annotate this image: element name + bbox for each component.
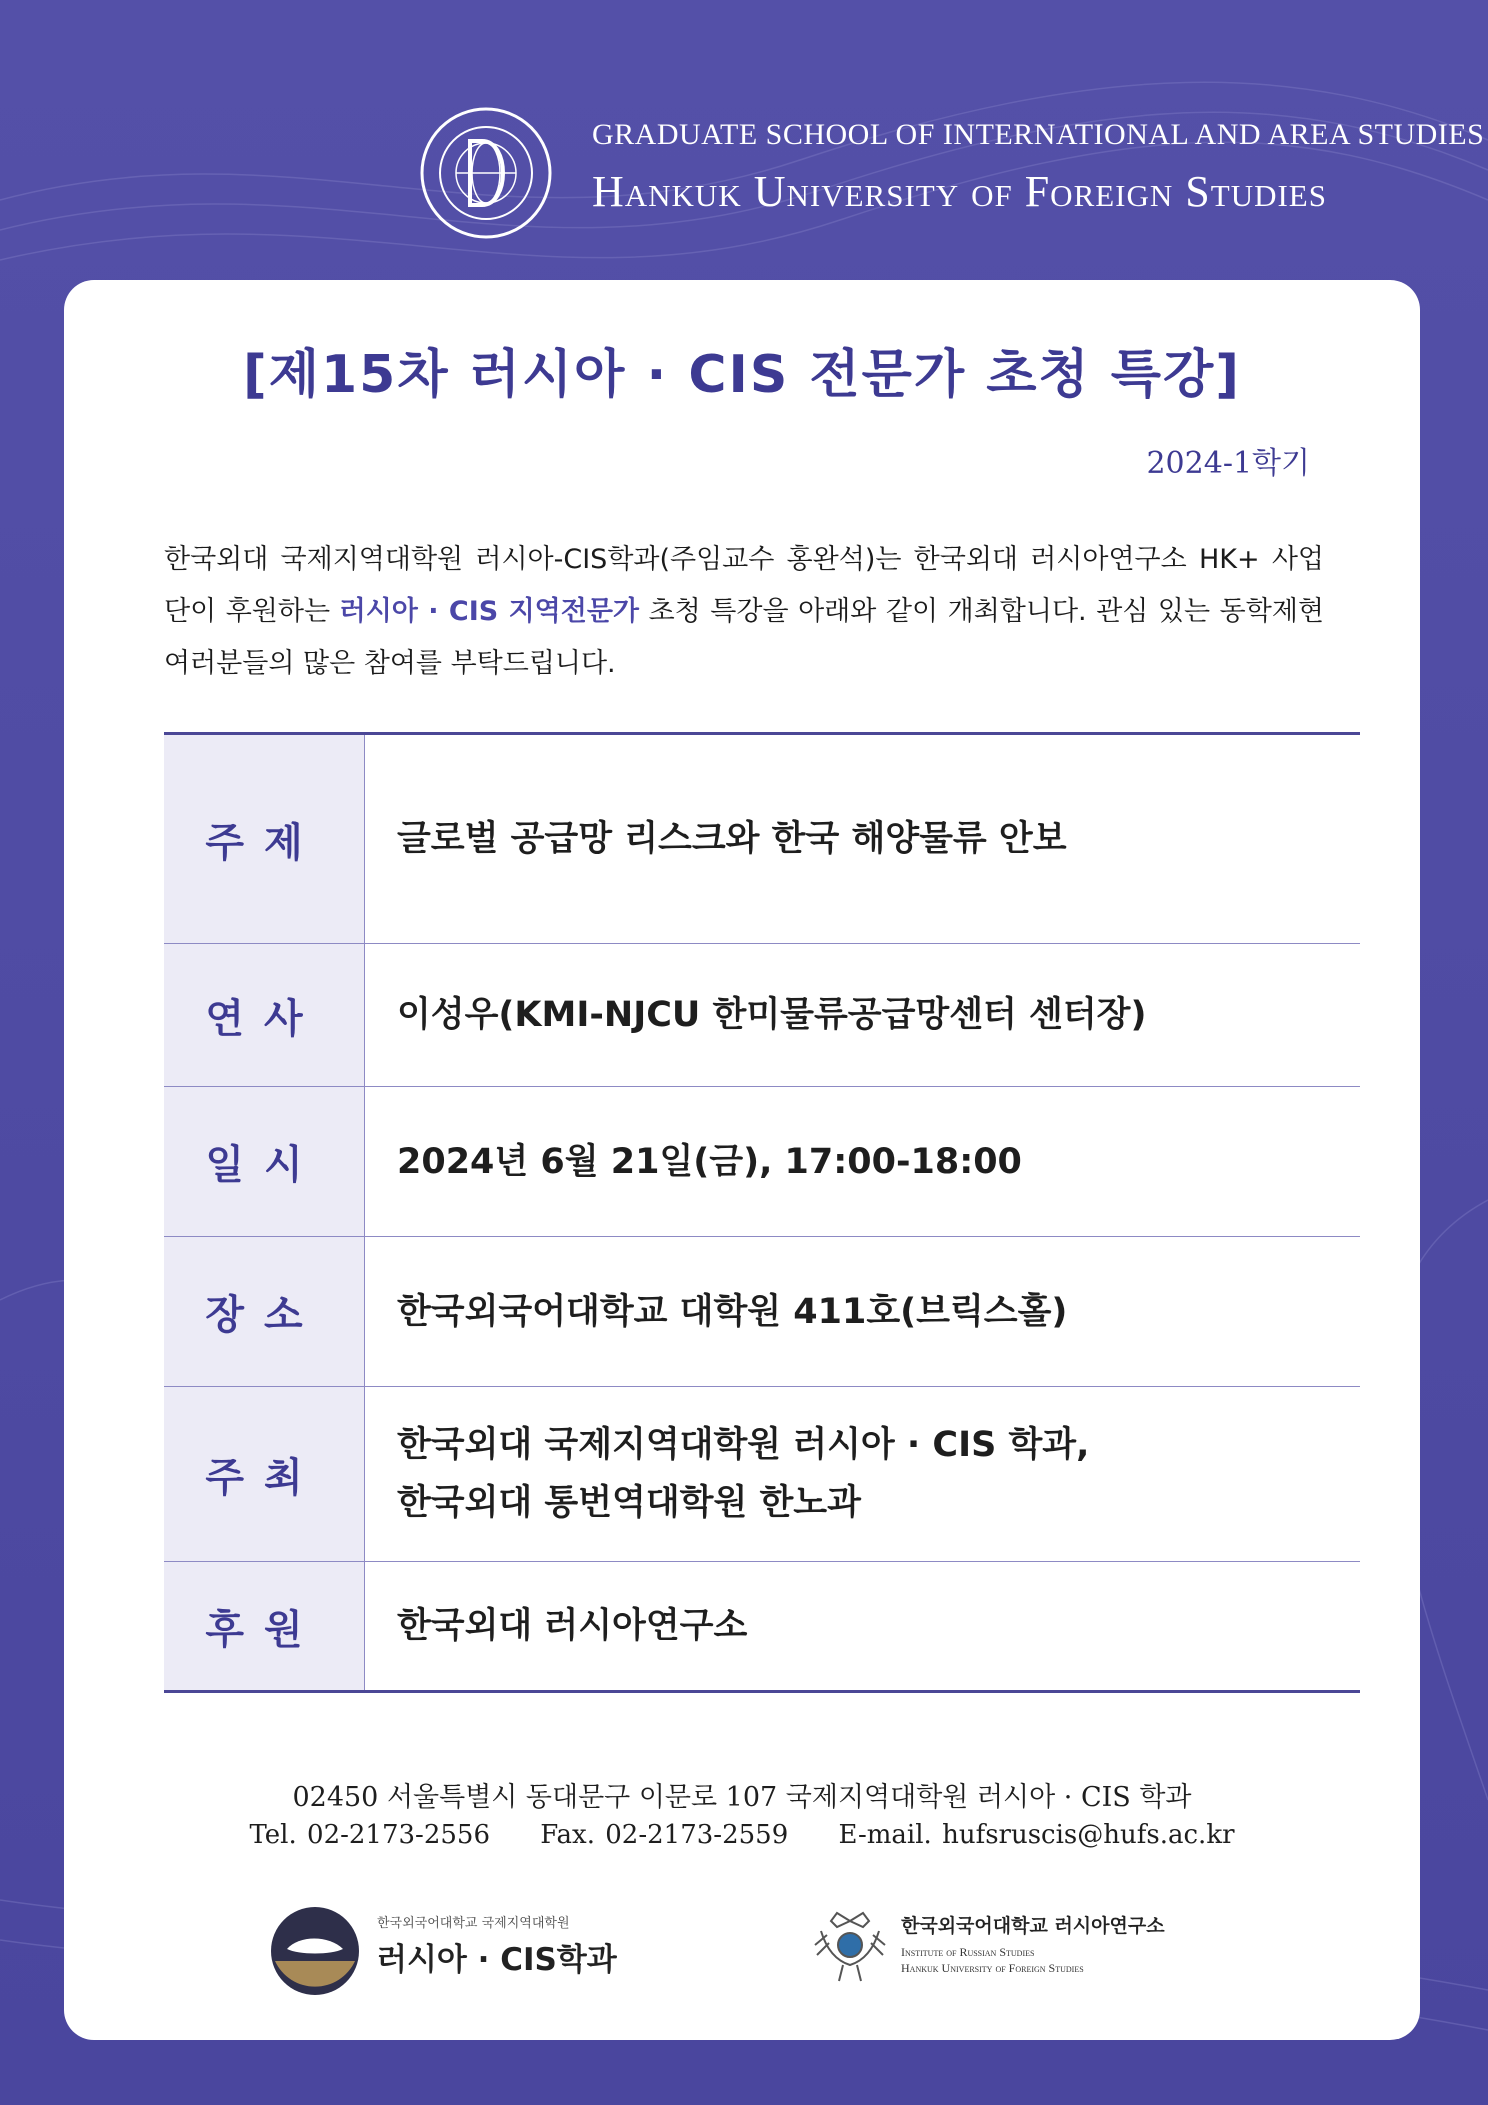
footer-address: 02450 서울특별시 동대문구 이문로 107 국제지역대학원 러시아 · CIS 학과 — [292, 1782, 1192, 1813]
contact-fax: Fax. 02-2173-2559 — [540, 1820, 789, 1850]
header — [0, 0, 1488, 275]
value-line: 이성우(KMI-NJCU 한미물류공급망센터 센터장) — [397, 995, 1147, 1035]
department-logo — [269, 1900, 649, 1990]
contact-tel: Tel. 02-2173-2556 — [249, 1820, 491, 1850]
announcement-card — [64, 280, 1420, 2040]
table-row-venue — [164, 1237, 1360, 1387]
value-line: 글로벌 공급망 리스크와 한국 해양물류 안보 — [397, 819, 1067, 859]
row-label: 장소 — [164, 1237, 365, 1386]
row-label: 주최 — [164, 1387, 365, 1561]
value-line: 2024년 6월 21일(금), 17:00-18:00 — [397, 1141, 1022, 1182]
institute-logo-english-2: Hankuk University of Foreign Studies — [901, 1961, 1084, 1975]
row-label: 후원 — [164, 1562, 365, 1690]
value-line: 한국외대 러시아연구소 — [397, 1606, 748, 1646]
page-title: [제15차 러시아 · CIS 전문가 초청 특강] — [242, 345, 1241, 405]
event-info-table — [164, 732, 1360, 1693]
university-name: Hankuk University of Foreign Studies — [592, 167, 1327, 216]
institute-logo-english-1: Institute of Russian Studies — [901, 1945, 1035, 1959]
intro-paragraph — [164, 534, 1324, 690]
row-label: 주제 — [164, 735, 365, 943]
table-row-host — [164, 1387, 1360, 1562]
row-value — [365, 944, 1360, 1086]
row-label: 일시 — [164, 1087, 365, 1236]
semester-label: 2024-1학기 — [1146, 446, 1310, 481]
department-logo-small-text: 한국외국어대학교 국제지역대학원 — [377, 1916, 570, 1931]
table-row-speaker — [164, 944, 1360, 1087]
contact-email[interactable]: E-mail. hufsruscis@hufs.ac.kr — [838, 1820, 1235, 1850]
row-label: 연사 — [164, 944, 365, 1086]
row-value — [365, 735, 1360, 943]
value-line: 한국외국어대학교 대학원 411호(브릭스홀) — [397, 1291, 1068, 1332]
value-line: 한국외대 통번역대학원 한노과 — [397, 1483, 861, 1523]
row-value — [365, 1387, 1360, 1561]
intro-highlight: 러시아 · CIS 지역전문가 — [339, 596, 639, 627]
double-headed-eagle-icon — [807, 1901, 893, 1987]
table-row-topic — [164, 735, 1360, 944]
graduate-school-name: GRADUATE SCHOOL OF INTERNATIONAL AND AREA STUDIES — [592, 118, 1485, 151]
university-seal-icon — [418, 105, 554, 241]
department-emblem-icon — [269, 1905, 361, 1997]
row-value — [365, 1562, 1360, 1690]
table-row-datetime — [164, 1087, 1360, 1237]
table-row-sponsor — [164, 1562, 1360, 1690]
department-logo-name: 러시아 · CIS학과 — [377, 1942, 617, 1978]
value-line: 한국외대 국제지역대학원 러시아 · CIS 학과, — [397, 1425, 1090, 1465]
institute-logo-korean: 한국외국어대학교 러시아연구소 — [901, 1915, 1165, 1937]
row-value — [365, 1237, 1360, 1386]
row-value — [365, 1087, 1360, 1236]
footer-contact — [64, 1820, 1420, 1850]
intro-text-1: 한국외대 국제지역대학원 러시아-CIS학과(주임교수 홍완석)는 한국외대 러시아연구소 HK+ 사업단이 후원하는 — [164, 544, 1324, 627]
intro-text-2: 초청 특강을 아래와 같이 개최합니다. 관심 있는 동학제현 여러분들의 많은 참여를 부탁드립니다. — [164, 596, 1324, 679]
institute-logo — [807, 1895, 1247, 1995]
